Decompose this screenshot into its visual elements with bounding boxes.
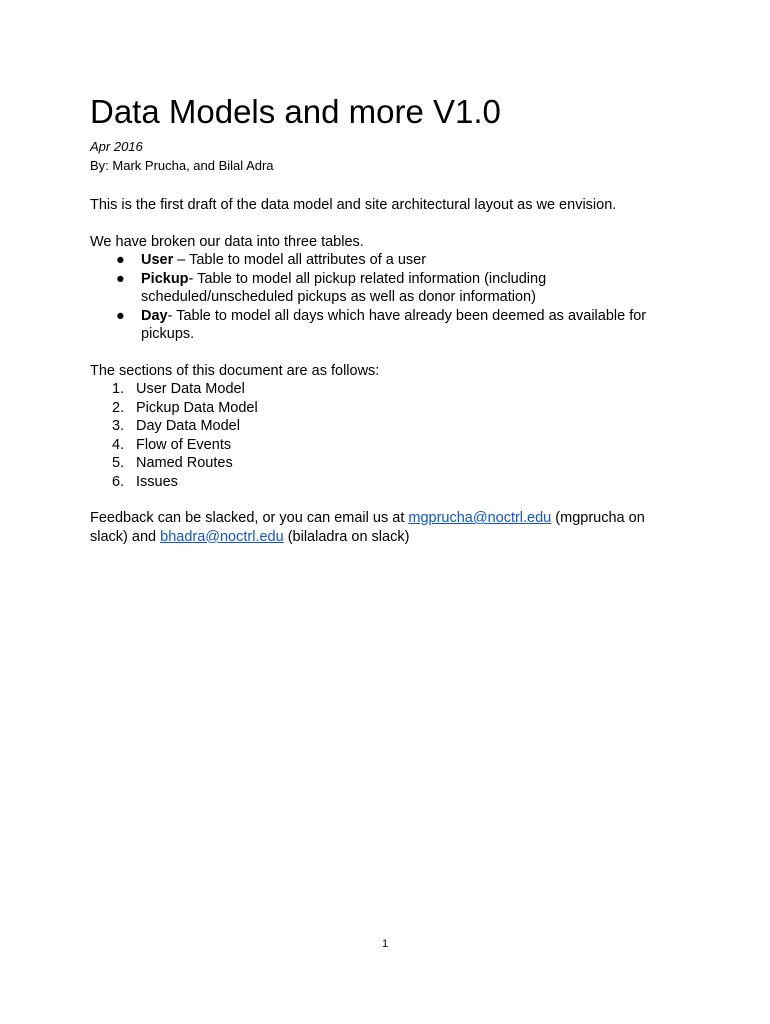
section-label: Named Routes — [136, 455, 233, 471]
email-link-bhadra[interactable]: bhadra@noctrl.edu — [160, 528, 284, 545]
section-label: Day Data Model — [136, 418, 240, 434]
table-name: Pickup — [141, 270, 189, 287]
table-description: - Table to model all pickup related information (including scheduled/unscheduled pickups as well as donor information) — [141, 270, 547, 305]
list-item — [90, 380, 690, 399]
list-item — [90, 307, 690, 344]
sections-list — [90, 380, 690, 491]
sections-intro-paragraph: The sections of this document are as follows: — [90, 363, 380, 379]
table-name: User — [141, 252, 174, 268]
list-number: 5. — [112, 455, 125, 471]
section-label: Pickup Data Model — [136, 399, 258, 416]
feedback-text: Feedback can be slacked, or you can email us at — [90, 510, 409, 526]
table-description: - Table to model all days which have already been deemed as available for pickups. — [141, 307, 647, 342]
list-number: 6. — [112, 473, 125, 490]
feedback-text: (mgprucha on slack) and — [90, 510, 645, 545]
list-item — [90, 436, 690, 455]
tables-list — [90, 251, 690, 344]
email-link-mgprucha[interactable]: mgprucha@noctrl.edu — [408, 510, 552, 526]
feedback-paragraph — [90, 509, 680, 546]
tables-intro-paragraph: We have broken our data into three tables. — [90, 234, 364, 250]
document-title: Data Models and more V1.0 — [90, 93, 501, 130]
list-number: 4. — [112, 436, 125, 453]
list-item — [90, 454, 690, 473]
section-label: Flow of Events — [136, 436, 232, 453]
list-item — [90, 399, 690, 418]
page-number: 1 — [381, 938, 389, 950]
bullet-icon: ● — [116, 307, 125, 324]
list-item — [90, 417, 690, 436]
list-number: 3. — [112, 418, 125, 434]
list-item — [90, 270, 690, 307]
list-item — [90, 251, 690, 270]
feedback-text: (bilaladra on slack) — [283, 528, 410, 545]
list-number: 2. — [112, 399, 125, 416]
bullet-icon: ● — [116, 270, 125, 287]
table-name: Day — [141, 307, 168, 324]
intro-paragraph: This is the first draft of the data model and site architectural layout as we envision. — [90, 197, 617, 213]
bullet-icon: ● — [116, 252, 125, 268]
document-date: Apr 2016 — [90, 139, 143, 154]
document-authors: By: Mark Prucha, and Bilal Adra — [90, 158, 274, 173]
list-item — [90, 473, 690, 492]
table-description: – Table to model all attributes of a user — [173, 252, 427, 268]
list-number: 1. — [112, 381, 125, 397]
section-label: Issues — [136, 473, 178, 490]
section-label: User Data Model — [136, 381, 245, 397]
